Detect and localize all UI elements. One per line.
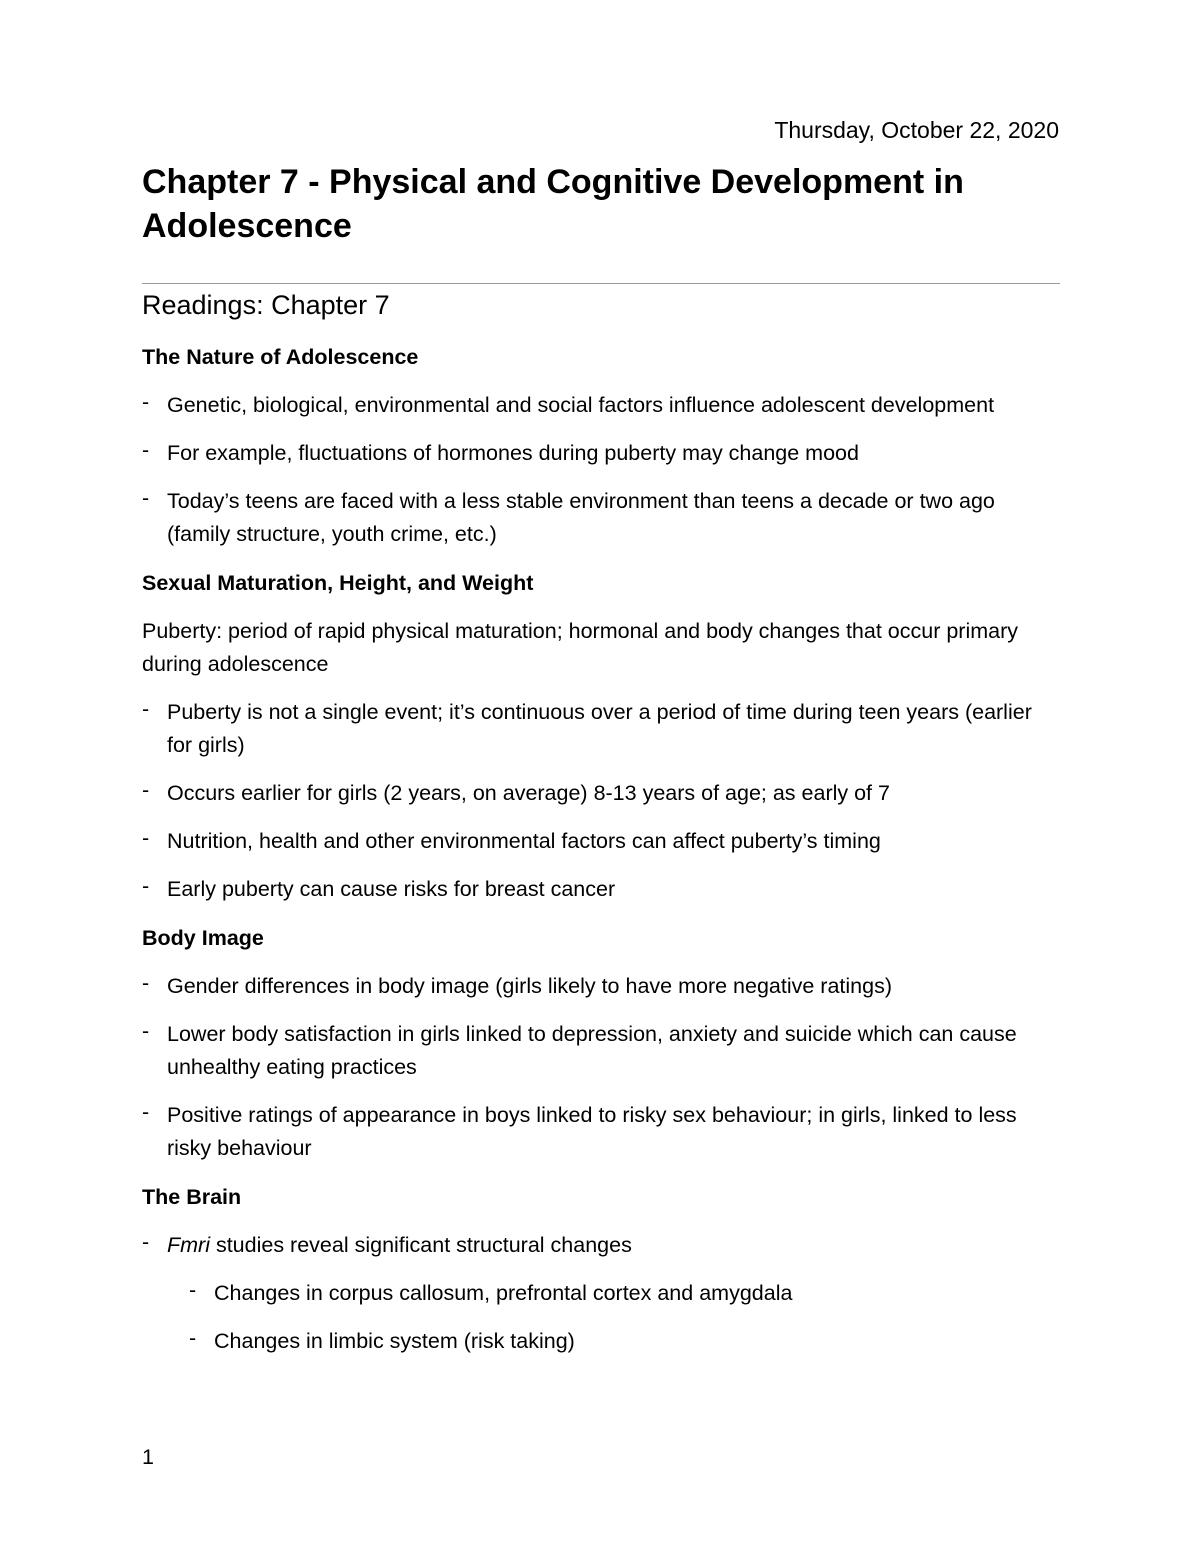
list-item: - Gender differences in body image (girls likely to have more negative ratings) — [142, 970, 1062, 1003]
document-title: Chapter 7 - Physical and Cognitive Development in Adolescence — [142, 163, 964, 245]
dash-bullet: - — [142, 826, 150, 850]
puberty-definition: Puberty: period of rapid physical maturation; hormonal and body changes that occur primary during adolescence — [142, 619, 1018, 676]
dash-bullet: - — [142, 971, 150, 995]
body-image-list — [142, 970, 1062, 1165]
dash-bullet: - — [142, 1019, 150, 1043]
page-number: 1 — [142, 1445, 154, 1469]
section-heading-nature: The Nature of Adolescence — [142, 345, 419, 369]
list-item: - Genetic, biological, environmental and social factors influence adolescent development — [142, 389, 1062, 422]
list-item: - Occurs earlier for girls (2 years, on average) 8-13 years of age; as early of 7 — [142, 777, 1062, 810]
list-item: - Puberty is not a single event; it’s continuous over a period of time during teen years (earlier for girls) — [142, 696, 1062, 762]
sexual-maturation-list — [142, 696, 1062, 906]
section-heading-body-image: Body Image — [142, 926, 264, 950]
dash-bullet: - — [142, 486, 150, 510]
dash-bullet: - — [142, 697, 150, 721]
list-item: - Lower body satisfaction in girls linked to depression, anxiety and suicide which can cause unhealthy eating practices — [142, 1018, 1062, 1084]
readings-subtitle: Readings: Chapter 7 — [142, 290, 390, 320]
brain-list — [142, 1229, 1062, 1358]
sub-list-item: - Changes in limbic system (risk taking) — [189, 1325, 1062, 1358]
list-item: - For example, fluctuations of hormones during puberty may change mood — [142, 437, 1062, 470]
dash-bullet: - — [142, 1230, 150, 1254]
dash-bullet: - — [189, 1278, 197, 1302]
dash-bullet: - — [142, 778, 150, 802]
section-heading-sexual-maturation: Sexual Maturation, Height, and Weight — [142, 571, 534, 595]
list-item: - Early puberty can cause risks for breast cancer — [142, 873, 1062, 906]
dash-bullet: - — [142, 1100, 150, 1124]
document-date: Thursday, October 22, 2020 — [774, 117, 1059, 143]
title-divider — [142, 283, 1060, 284]
list-item: - Nutrition, health and other environmental factors can affect puberty’s timing — [142, 825, 1062, 858]
dash-bullet: - — [142, 390, 150, 414]
dash-bullet: - — [142, 874, 150, 898]
document-body — [142, 340, 1062, 1358]
nature-list — [142, 389, 1062, 551]
list-item: - Today’s teens are faced with a less stable environment than teens a decade or two ago (family structure, youth crime, etc.) — [142, 485, 1062, 551]
fmri-term: Fmri — [167, 1233, 210, 1257]
dash-bullet: - — [189, 1326, 197, 1350]
list-item: - Fmri studies reveal significant structural changes — [142, 1229, 1062, 1262]
dash-bullet: - — [142, 438, 150, 462]
section-heading-brain: The Brain — [142, 1185, 242, 1209]
list-item: - Positive ratings of appearance in boys linked to risky sex behaviour; in girls, linked to less risky behaviour — [142, 1099, 1062, 1165]
sub-list-item: - Changes in corpus callosum, prefrontal cortex and amygdala — [189, 1277, 1062, 1310]
